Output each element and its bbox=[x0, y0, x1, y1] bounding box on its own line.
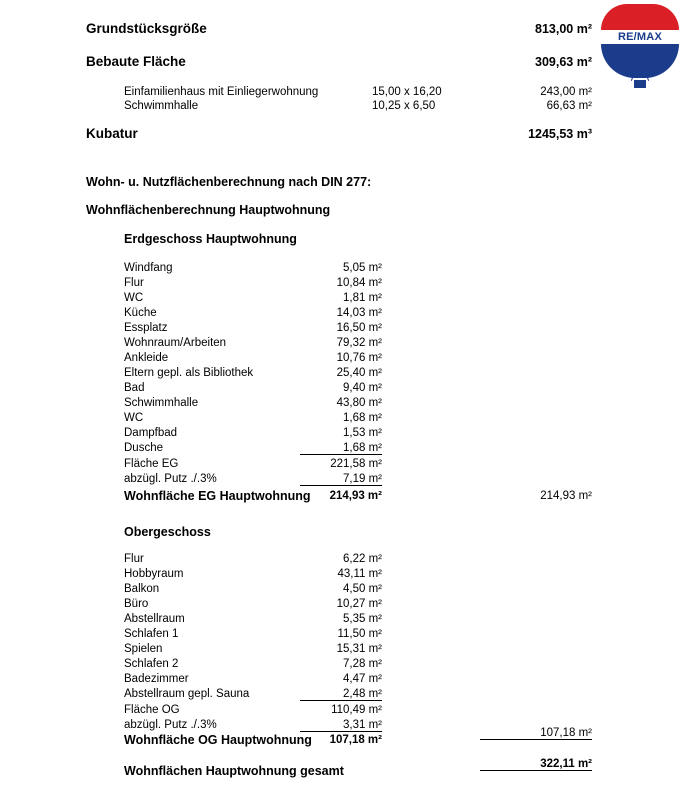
label-grundstuecksgroesse: Grundstücksgröße bbox=[86, 21, 207, 36]
logo-balloon-top bbox=[601, 4, 679, 30]
label-essplatz: Essplatz bbox=[124, 322, 168, 334]
value-wohnflaeche-eg: 214,93 m² bbox=[329, 490, 382, 502]
value-abzug-putz-eg: 7,19 m² bbox=[300, 473, 382, 486]
value-wc-eg-2: 1,68 m² bbox=[343, 412, 382, 424]
label-wohnflaechen-gesamt: Wohnflächen Hauptwohnung gesamt bbox=[124, 764, 344, 778]
value-wohnflaeche-og-right: 107,18 m² bbox=[480, 727, 592, 740]
heading-wohnflaechenberechnung: Wohnflächenberechnung Hauptwohnung bbox=[86, 203, 331, 217]
remax-logo bbox=[601, 4, 679, 96]
label-schlafen-2: Schlafen 2 bbox=[124, 658, 179, 670]
value-flur-eg: 10,84 m² bbox=[336, 277, 382, 289]
value-dampfbad: 1,53 m² bbox=[343, 427, 382, 439]
dims-einfamilienhaus: 15,00 x 16,20 bbox=[372, 86, 442, 98]
label-kueche: Küche bbox=[124, 307, 157, 319]
value-abzug-putz-og: 3,31 m² bbox=[300, 719, 382, 732]
value-schlafen-1: 11,50 m² bbox=[337, 628, 382, 640]
value-schwimmhalle-gebaeude: 66,63 m² bbox=[546, 100, 592, 112]
label-dampfbad: Dampfbad bbox=[124, 427, 178, 439]
value-hobbyraum: 43,11 m² bbox=[337, 568, 382, 580]
value-schlafen-2: 7,28 m² bbox=[343, 658, 382, 670]
label-schwimmhalle-gebaeude: Schwimmhalle bbox=[124, 100, 199, 112]
logo-wordmark: RE/MAX bbox=[618, 31, 662, 43]
label-schlafen-1: Schlafen 1 bbox=[124, 628, 179, 640]
value-abstellraum-sauna: 2,48 m² bbox=[300, 688, 382, 701]
label-abzug-putz-eg: abzügl. Putz ./.3% bbox=[124, 473, 217, 485]
label-abstellraum-sauna: Abstellraum gepl. Sauna bbox=[124, 688, 250, 700]
label-buero: Büro bbox=[124, 598, 149, 610]
value-abstellraum-og: 5,35 m² bbox=[343, 613, 382, 625]
value-windfang: 5,05 m² bbox=[343, 262, 382, 274]
label-wc-eg-1: WC bbox=[124, 292, 144, 304]
heading-din-277: Wohn- u. Nutzflächenberechnung nach DIN 277: bbox=[86, 175, 372, 189]
value-bebaute-flaeche: 309,63 m² bbox=[535, 55, 592, 69]
value-wohnraum-arbeiten: 79,32 m² bbox=[336, 337, 382, 349]
label-wc-eg-2: WC bbox=[124, 412, 144, 424]
label-eltern-bibliothek: Eltern gepl. als Bibliothek bbox=[124, 367, 254, 379]
label-flur-eg: Flur bbox=[124, 277, 144, 289]
value-einfamilienhaus: 243,00 m² bbox=[540, 86, 592, 98]
label-bebaute-flaeche: Bebaute Fläche bbox=[86, 54, 186, 69]
label-balkon: Balkon bbox=[124, 583, 160, 595]
label-hobbyraum: Hobbyraum bbox=[124, 568, 184, 580]
label-spielen: Spielen bbox=[124, 643, 163, 655]
value-spielen: 15,31 m² bbox=[336, 643, 382, 655]
value-wc-eg-1: 1,81 m² bbox=[343, 292, 382, 304]
label-windfang: Windfang bbox=[124, 262, 173, 274]
value-ankleide: 10,76 m² bbox=[336, 352, 382, 364]
value-buero: 10,27 m² bbox=[336, 598, 382, 610]
label-wohnraum-arbeiten: Wohnraum/Arbeiten bbox=[124, 337, 227, 349]
value-essplatz: 16,50 m² bbox=[336, 322, 382, 334]
value-flaeche-eg: 221,58 m² bbox=[330, 458, 382, 470]
value-schwimmhalle-eg: 43,80 m² bbox=[336, 397, 382, 409]
dims-schwimmhalle-gebaeude: 10,25 x 6,50 bbox=[372, 100, 436, 112]
label-badezimmer: Badezimmer bbox=[124, 673, 189, 685]
label-flur-og: Flur bbox=[124, 553, 144, 565]
value-grundstuecksgroesse: 813,00 m² bbox=[535, 22, 592, 36]
value-eltern-bibliothek: 25,40 m² bbox=[336, 367, 382, 379]
value-kueche: 14,03 m² bbox=[336, 307, 382, 319]
label-wohnflaeche-eg: Wohnfläche EG Hauptwohnung bbox=[124, 489, 311, 503]
label-bad-eg: Bad bbox=[124, 382, 145, 394]
value-wohnflaeche-eg-right: 214,93 m² bbox=[540, 490, 592, 502]
value-flaeche-og: 110,49 m² bbox=[331, 704, 382, 716]
label-abstellraum-og: Abstellraum bbox=[124, 613, 185, 625]
value-balkon: 4,50 m² bbox=[343, 583, 382, 595]
label-wohnflaeche-og: Wohnfläche OG Hauptwohnung bbox=[124, 733, 312, 747]
label-einfamilienhaus: Einfamilienhaus mit Einliegerwohnung bbox=[124, 86, 319, 98]
value-wohnflaechen-gesamt: 322,11 m² bbox=[480, 758, 592, 771]
label-kubatur: Kubatur bbox=[86, 126, 138, 141]
label-dusche: Dusche bbox=[124, 442, 163, 454]
logo-basket bbox=[634, 80, 646, 88]
label-abzug-putz-og: abzügl. Putz ./.3% bbox=[124, 719, 217, 731]
label-flaeche-og: Fläche OG bbox=[124, 704, 180, 716]
value-kubatur: 1245,53 m³ bbox=[528, 127, 592, 141]
value-flur-og: 6,22 m² bbox=[343, 553, 382, 565]
label-ankleide: Ankleide bbox=[124, 352, 169, 364]
value-dusche: 1,68 m² bbox=[300, 442, 382, 455]
heading-erdgeschoss: Erdgeschoss Hauptwohnung bbox=[124, 232, 297, 246]
label-flaeche-eg: Fläche EG bbox=[124, 458, 179, 470]
value-wohnflaeche-og: 107,18 m² bbox=[329, 734, 382, 746]
heading-obergeschoss: Obergeschoss bbox=[124, 525, 211, 539]
value-badezimmer: 4,47 m² bbox=[343, 673, 382, 685]
logo-balloon-bottom bbox=[601, 44, 679, 78]
value-bad-eg: 9,40 m² bbox=[343, 382, 382, 394]
label-schwimmhalle-eg: Schwimmhalle bbox=[124, 397, 199, 409]
